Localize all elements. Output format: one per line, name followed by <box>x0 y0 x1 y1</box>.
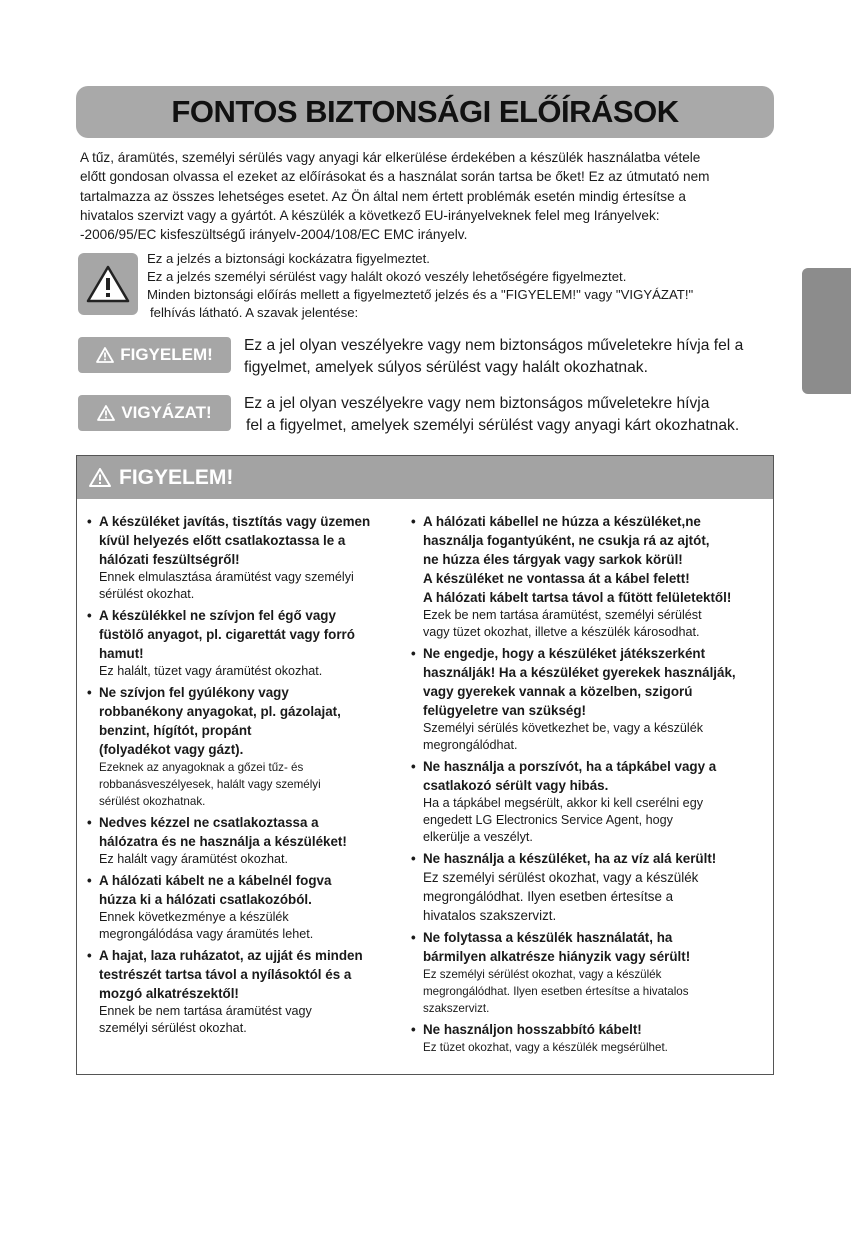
vigyazat-badge <box>78 395 231 431</box>
title-line: vagy gyerekek vannak a közelben, szigorú <box>423 684 693 699</box>
note-line: elkerülje a veszélyt. <box>423 830 533 844</box>
item-title <box>411 512 767 607</box>
side-tab <box>802 268 851 394</box>
item-note <box>87 1003 407 1037</box>
item-title <box>87 683 407 759</box>
note-line: megrongálódhat. <box>423 738 518 752</box>
title-line: benzint, hígítót, propánt <box>99 723 252 738</box>
title-line: A hálózati kábelt tartsa távol a fűtött felületektől! <box>423 590 732 605</box>
figyelem-badge <box>78 337 231 373</box>
note-line: Ennek be nem tartása áramütést vagy <box>99 1004 312 1018</box>
warning-panel <box>76 455 774 1075</box>
warning-triangle-icon <box>96 347 114 363</box>
intro-line: tartalmazza az összes lehetséges esetet. Az Ön által nem értett problémák esetén mindig értesítse a <box>80 188 686 204</box>
title-line: mozgó alkatrészektől! <box>99 986 239 1001</box>
item-note <box>87 663 407 680</box>
title-line: testrészét tartsa távol a nyílásoktól és a <box>99 967 352 982</box>
intro-paragraph <box>80 148 770 244</box>
item-note <box>411 966 767 1017</box>
list-item <box>411 757 767 846</box>
title-line: • Ne szívjon fel gyúlékony vagy <box>99 685 289 700</box>
title-line: füstölő anyagot, pl. cigarettát vagy forró <box>99 627 355 642</box>
title-line: használják! Ha a készüléket gyerekek használják, <box>423 665 736 680</box>
signal-line: Ez a jel olyan veszélyekre vagy nem biztonságos műveletekre hívja fel a <box>244 337 744 354</box>
title-banner <box>76 86 774 138</box>
warning-triangle-icon <box>89 468 111 487</box>
title-line: bármilyen alkatrésze hiányzik vagy sérült! <box>423 949 691 964</box>
note-line: Ennek elmulasztása áramütést vagy személyi <box>99 570 354 584</box>
note-line: megrongálódhat. Ilyen esetben értesítse a hivatalos <box>423 985 689 998</box>
list-item <box>87 683 407 810</box>
list-item <box>411 512 767 641</box>
badge-label: FIGYELEM! <box>120 345 213 364</box>
title-line: csatlakozó sérült vagy hibás. <box>423 778 609 793</box>
intro-line: hivatalos szervizt vagy a gyártót. A készülék a következő EU-irányelveknek felel meg Irányelvek: <box>80 207 660 223</box>
note-line: megrongálódhat. Ilyen esetben értesítse a <box>423 889 674 904</box>
signal-line: Ez a jel olyan veszélyekre vagy nem biztonságos műveletekre hívja <box>244 395 710 412</box>
note-line: Ennek következménye a készülék <box>99 910 289 924</box>
item-title <box>87 813 407 851</box>
item-title <box>87 512 407 569</box>
list-item <box>411 1020 767 1056</box>
note-line: szakszervizt. <box>423 1002 490 1015</box>
title-line: • Ne engedje, hogy a készüléket játékszerként <box>423 646 706 661</box>
list-item <box>87 606 407 680</box>
title-line: • Nedves kézzel ne csatlakoztassa a <box>99 815 319 830</box>
title-line: hálózatra és ne használja a készüléket! <box>99 834 347 849</box>
item-note <box>411 1039 767 1056</box>
note-line: Ezeknek az anyagoknak a gőzei tűz- és <box>99 761 304 774</box>
item-title <box>411 849 767 868</box>
intro-line: -2006/95/EC kisfeszültségű irányelv-2004/108/EC EMC irányelv. <box>80 227 468 243</box>
item-title <box>411 757 767 795</box>
note-line: Ezek be nem tartása áramütést, személyi sérülést <box>423 608 702 622</box>
note-line: robbanásveszélyesek, halált vagy személyi <box>99 778 321 791</box>
item-title <box>87 606 407 663</box>
symbol-line: Ez a jelzés a biztonsági kockázatra figyelmeztet. <box>147 251 430 266</box>
item-title <box>411 928 767 966</box>
item-note <box>411 607 767 641</box>
panel-header <box>77 456 773 499</box>
item-title <box>411 1020 767 1039</box>
title-line: • A készülékkel ne szívjon fel égő vagy <box>99 608 336 623</box>
note-line: személyi sérülést okozhat. <box>99 1021 247 1035</box>
title-line: • A hálózati kábellel ne húzza a készüléket,ne <box>423 514 701 529</box>
title-line: • A hálózati kábelt ne a kábelnél fogva <box>99 873 332 888</box>
title-line: • Ne használjon hosszabbító kábelt! <box>423 1022 642 1037</box>
page-title: FONTOS BIZTONSÁGI ELŐÍRÁSOK <box>171 94 679 129</box>
item-note <box>87 851 407 868</box>
panel-header-label: FIGYELEM! <box>119 465 234 489</box>
title-line: húzza ki a hálózati csatlakozóból. <box>99 892 312 907</box>
title-line: A készüléket ne vontassa át a kábel felett! <box>423 571 690 586</box>
right-column <box>411 512 767 1059</box>
list-item <box>87 871 407 943</box>
warning-symbol-box <box>78 253 138 315</box>
symbol-line: Ez a jelzés személyi sérülést vagy halált okozó veszély lehetőségére figyelmeztet. <box>147 269 627 284</box>
warning-triangle-icon <box>86 264 130 304</box>
list-item <box>87 813 407 868</box>
list-item <box>87 512 407 603</box>
title-line: • Ne használja a porszívót, ha a tápkábel vagy a <box>423 759 717 774</box>
title-line: használja fogantyúként, ne csukja rá az ajtót, <box>423 533 710 548</box>
symbol-line: felhívás látható. A szavak jelentése: <box>150 305 359 320</box>
note-line: Ez személyi sérülést okozhat, vagy a készülék <box>423 968 662 981</box>
item-note <box>87 759 407 810</box>
item-title <box>87 946 407 1003</box>
title-line: (folyadékot vagy gázt). <box>99 742 244 757</box>
vigyazat-description <box>244 393 784 437</box>
note-line: Ez halált vagy áramütést okozhat. <box>99 852 289 866</box>
title-line: felügyeletre van szükség! <box>423 703 586 718</box>
title-line: • A hajat, laza ruházatot, az ujját és minden <box>99 948 363 963</box>
note-line: Ha a tápkábel megsérült, akkor ki kell cserélni egy <box>423 796 703 810</box>
note-line: sérülést okozhatnak. <box>99 795 206 808</box>
symbol-line: Minden biztonsági előírás mellett a figyelmeztető jelzés és a "FIGYELEM!" vagy "VIGYÁZAT!" <box>147 287 694 302</box>
signal-line: figyelmet, amelyek súlyos sérülést vagy halált okozhatnak. <box>244 359 648 376</box>
note-line: hivatalos szakszervizt. <box>423 908 557 923</box>
title-line: • Ne használja a készüléket, ha az víz alá került! <box>423 851 717 866</box>
list-item <box>411 644 767 754</box>
badge-label: VIGYÁZAT! <box>121 403 212 422</box>
figyelem-description <box>244 335 784 379</box>
note-line: vagy tüzet okozhat, illetve a készülék károsodhat. <box>423 625 700 639</box>
title-line: • A készüléket javítás, tisztítás vagy üzemen <box>99 514 371 529</box>
title-line: ne húzza éles tárgyak vagy sarkok körül! <box>423 552 683 567</box>
intro-line: előtt gondosan olvassa el ezeket az előírásokat és a használat során tartsa be őket! Ez az útmutató nem <box>80 169 710 185</box>
note-line: megrongálódása vagy áramütés lehet. <box>99 927 314 941</box>
list-item <box>87 946 407 1037</box>
note-line: sérülést okozhat. <box>99 587 195 601</box>
note-line: Személyi sérülés következhet be, vagy a készülék <box>423 721 703 735</box>
item-title <box>411 644 767 720</box>
title-line: kívül helyezés előtt csatlakoztassa le a <box>99 533 346 548</box>
note-line: Ez személyi sérülést okozhat, vagy a készülék <box>423 870 699 885</box>
item-note <box>411 868 767 925</box>
item-title <box>87 871 407 909</box>
warning-triangle-icon <box>97 405 115 421</box>
title-line: • Ne folytassa a készülék használatát, ha <box>423 930 673 945</box>
item-note <box>87 569 407 603</box>
item-note <box>87 909 407 943</box>
title-line: robbanékony anyagokat, pl. gázolajat, <box>99 704 341 719</box>
note-line: engedett LG Electronics Service Agent, hogy <box>423 813 673 827</box>
list-item <box>411 849 767 925</box>
item-note <box>411 795 767 846</box>
note-line: Ez halált, tüzet vagy áramütést okozhat. <box>99 664 323 678</box>
left-column <box>87 512 407 1040</box>
title-line: hamut! <box>99 646 144 661</box>
symbol-explanation <box>147 250 797 322</box>
signal-line: fel a figyelmet, amelyek személyi sérülést vagy anyagi kárt okozhatnak. <box>246 417 740 434</box>
note-line: Ez tüzet okozhat, vagy a készülék megsérülhet. <box>423 1041 668 1054</box>
title-line: hálózati feszültségről! <box>99 552 240 567</box>
item-note <box>411 720 767 754</box>
list-item <box>411 928 767 1017</box>
intro-line: A tűz, áramütés, személyi sérülés vagy anyagi kár elkerülése érdekében a készülék használatba vétele <box>80 150 701 165</box>
